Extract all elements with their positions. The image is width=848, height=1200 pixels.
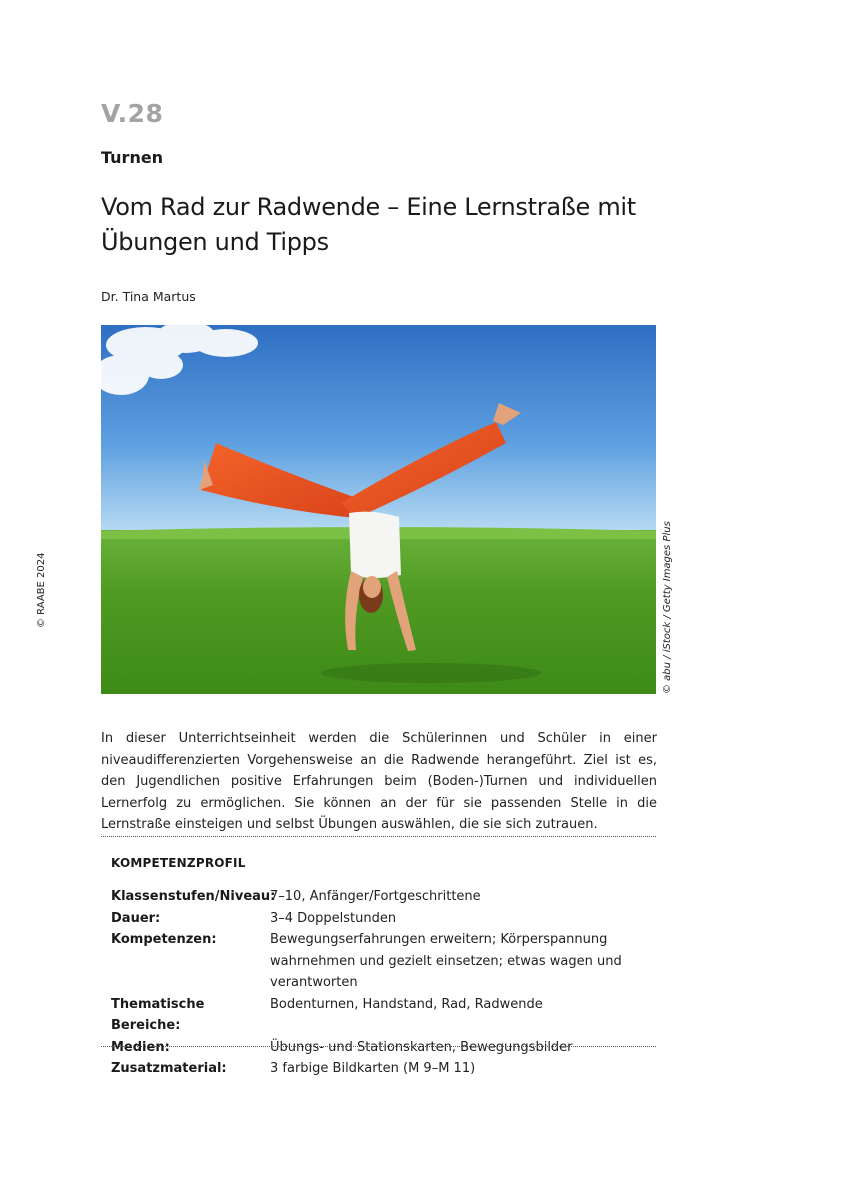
profile-label: Thematische Bereiche: [111,996,205,1033]
photo-credit: © abu / iStock / Getty Images Plus [662,521,673,694]
profile-row-grade [111,886,656,908]
subject-label: Turnen [101,148,164,167]
profile-label: Klassenstufen/Niveau: [111,889,276,904]
profile-value: 7–10, Anfänger/Fortgeschrittene [270,889,481,904]
profile-row-topics [111,994,656,1037]
profile-row-competences [111,929,656,994]
profile-label: Dauer: [111,910,161,926]
unit-number: V.28 [101,99,164,128]
profile-label: Zusatzmaterial: [111,1061,227,1076]
profile-value: Bodenturnen, Handstand, Rad, Radwende [270,996,543,1012]
profile-row-additional-material [111,1058,656,1080]
profile-value: Übungs- und Stationskarten, Bewegungsbilder [270,1039,573,1055]
competence-profile-heading: KOMPETENZPROFIL [111,856,246,870]
cartwheel-photo [101,325,656,694]
profile-row-media [111,1037,656,1059]
profile-value: Bewegungserfahrungen erweitern; Körperspannung wahrnehmen und gezielt einsetzen; etwas wagen und verantworten [270,932,622,990]
author: Dr. Tina Martus [101,289,196,304]
cartwheel-illustration [101,325,656,694]
copyright-notice: © RAABE 2024 [36,552,47,628]
divider-top [101,836,656,837]
intro-paragraph: In dieser Unterrichtseinheit werden die Schülerinnen und Schüler in einer niveaudifferenzierten Vorgehensweise an die Radwende herangeführt. Ziel ist es, den Jugendlichen positive Erfahrungen beim (Boden-)Turnen und individuellen Lernerfolg zu ermöglichen. Sie können an der für sie passenden Stelle in die Lernstraße einsteigen und selbst Übungen auswählen, die sie sich zutrauen. [101,731,657,832]
profile-row-duration [111,908,656,930]
profile-value: 3 farbige Bildkarten (M 9–M 11) [270,1061,476,1076]
profile-value: 3–4 Doppelstunden [270,910,397,926]
competence-profile [111,886,656,1080]
profile-label: Medien: [111,1039,170,1055]
page-title: Vom Rad zur Radwende – Eine Lernstraße mit Übungen und Tipps [101,193,636,256]
divider-bottom [101,1046,656,1047]
profile-label: Kompetenzen: [111,932,217,947]
